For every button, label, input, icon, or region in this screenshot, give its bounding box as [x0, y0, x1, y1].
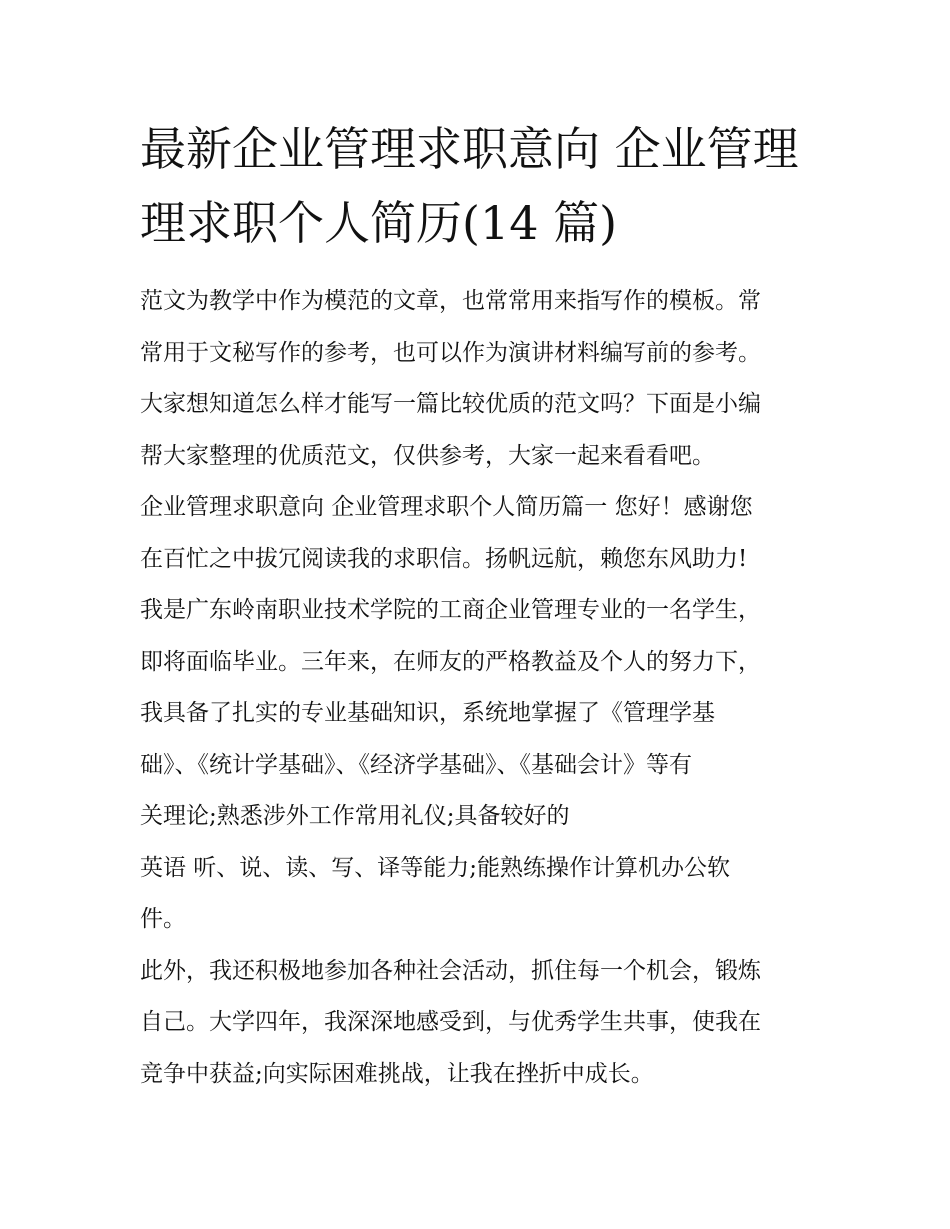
body-line: 竞争中获益;向实际困难挑战，让我在挫折中成长。 [140, 1060, 654, 1087]
body-line: 关理论;熟悉涉外工作常用礼仪;具备较好的 [140, 803, 570, 829]
body-line: 帮大家整理的优质范文，仅供参考，大家一起来看看吧。 [140, 442, 715, 469]
body-line: 我具备了扎实的专业基础知识，系统地掌握了《管理学基 [140, 700, 715, 726]
body-line: 大家想知道怎么样才能写一篇比较优质的范文吗？下面是小编 [140, 391, 761, 417]
body-line: 件。 [140, 906, 186, 932]
body-line: 即将面临毕业。三年来，在师友的严格教益及个人的努力下， [140, 648, 761, 675]
body-line: 常用于文秘写作的参考，也可以作为演讲材料编写前的参考。 [140, 339, 761, 366]
body-line: 我是广东岭南职业技术学院的工商企业管理专业的一名学生， [140, 597, 761, 623]
body-line: 英语 听、说、读、写、译等能力;能熟练操作计算机办公软 [140, 854, 731, 881]
body-line: 础》、《统计学基础》、《经济学基础》、《基础会计》等有 [140, 751, 692, 778]
body-line: 此外，我还积极地参加各种社会活动，抓住每一个机会，锻炼 [140, 957, 761, 984]
body-line: 在百忙之中拔冗阅读我的求职信。扬帆远航，赖您东风助力! [140, 545, 748, 572]
document-title [140, 112, 820, 260]
body-line: 自己。大学四年，我深深地感受到，与优秀学生共事，使我在 [140, 1009, 761, 1035]
body-line: 范文为教学中作为模范的文章，也常常用来指写作的模板。常 [140, 288, 761, 314]
title-line: 最新企业管理求职意向 企业管理 [140, 122, 799, 176]
body-line: 企业管理求职意向 企业管理求职个人简历篇一 您好！感谢您 [140, 494, 753, 520]
document-body [140, 276, 830, 1100]
title-line: 理求职个人简历(14 篇) [140, 196, 618, 250]
